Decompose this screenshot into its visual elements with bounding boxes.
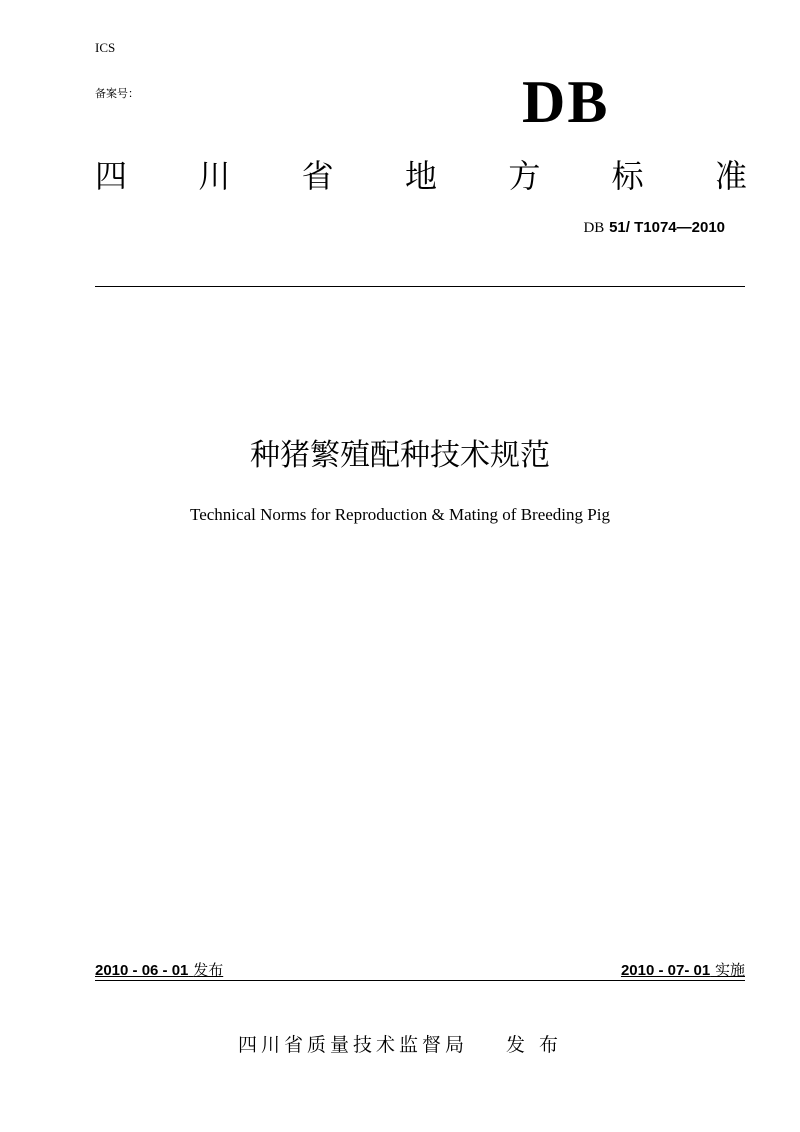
bottom-divider: [95, 980, 745, 981]
ics-label: ICS: [95, 40, 116, 55]
standard-number-code: 51/ T1074—2010: [609, 219, 725, 236]
top-divider: [95, 286, 745, 287]
issuer-line: [0, 1030, 800, 1057]
implement-date: 2010 - 07- 01: [620, 962, 711, 979]
standard-type-heading: [95, 156, 747, 196]
publish-date: 2010 - 06 - 01: [95, 962, 189, 979]
standard-number-prefix: DB: [583, 220, 605, 236]
implement-label: 实施: [714, 961, 745, 979]
document-title-english: Technical Norms for Reproduction & Mating of Breeding Pig: [190, 505, 610, 524]
standard-type-char: 省: [301, 157, 334, 195]
standard-type-char: 标: [611, 157, 644, 195]
standard-type-char: 地: [404, 157, 437, 195]
publish-date-group: [95, 960, 223, 981]
standard-type-char: 四: [95, 157, 128, 195]
implement-date-group: [621, 960, 745, 981]
standard-type-char: 方: [508, 157, 541, 195]
db-logo: DB: [522, 69, 610, 135]
standard-type-char: 川: [198, 157, 231, 195]
publish-label: 发布: [193, 961, 224, 979]
record-number-label: 备案号：: [95, 87, 139, 100]
issuer-name: 四川省质量技术监督局: [237, 1034, 468, 1056]
standard-type-char: 准: [714, 157, 747, 195]
document-title-chinese: 种猪繁殖配种技术规范: [250, 438, 550, 473]
standard-number: [583, 218, 725, 237]
date-row: [95, 960, 745, 981]
issuer-action: 发 布: [505, 1034, 563, 1056]
